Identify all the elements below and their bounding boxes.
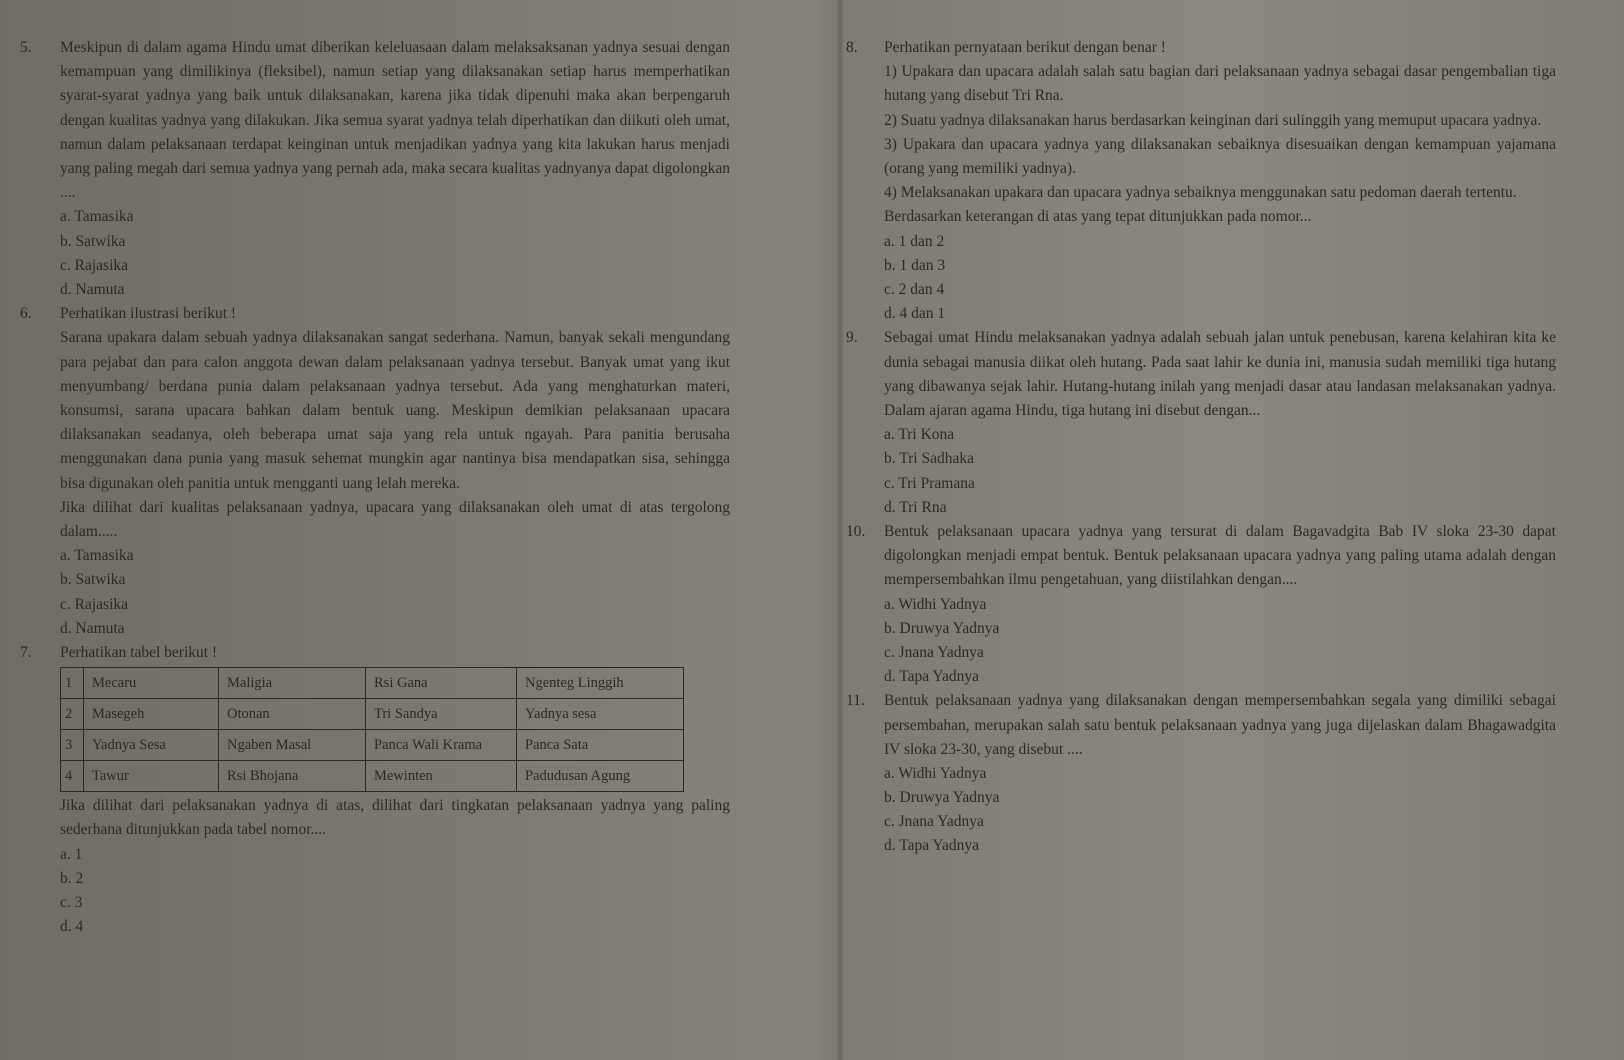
option-a: a. Widhi Yadnya: [884, 764, 987, 782]
question-text: Jika dilihat dari kualitas pelaksanaan yadnya, upacara yang dilaksanakan oleh umat di atas tergolong dalam.....: [60, 498, 730, 540]
question-text: Meskipun di dalam agama Hindu umat diberikan keleluasaan dalam melaksaksanan yadnya sesuai dengan kemampuan yang dimilikinya (fleksibel), namun setiap yang dilaksanakan setiap harus memperhatikan syarat-syarat yadnya yang baik untuk dilaksanakan, karena jika tidak dipenuhi maka akan berpengaruh dengan kualitas yadnya yang dilakukan. Jika semua syarat yadnya telah diperhatikan dan diikuti oleh umat, namun dalam pelaksanaan terdapat keinginan untuk menjadikan yadnya yang kita lakukan harus menjadi yang paling megah dari semua yadnya yang pernah ada, maka secara kualitas yadnyanya dapat digolongkan ....: [60, 39, 730, 202]
question-number: 7.: [20, 643, 32, 661]
table-cell: Panca Sata: [517, 730, 684, 761]
table-cell: Otonan: [219, 699, 366, 730]
question-number: 11.: [846, 692, 865, 710]
option-d: d. 4: [60, 918, 84, 936]
table-cell: Maligia: [219, 668, 366, 699]
option-d: d. Tri Rna: [884, 498, 947, 516]
option-b: b. 1 dan 3: [884, 256, 946, 274]
option-d: d. Tapa Yadnya: [884, 837, 980, 855]
table-cell: Rsi Gana: [366, 668, 517, 699]
option-c: c. 2 dan 4: [884, 281, 945, 298]
statement-3: 3) Upakara dan upacara yadnya yang dilaksanakan sebaiknya disesuaikan dengan kemampuan yajamana (orang yang memiliki yadnya).: [884, 135, 1556, 178]
option-a: a. Tri Kona: [884, 426, 955, 444]
option-c: c. Tri Pramana: [884, 474, 975, 492]
statement-4: 4) Melaksanakan upakara dan upacara yadnya sebaiknya menggunakan satu pedoman daerah tertentu.: [884, 184, 1517, 202]
question-text: Berdasarkan keterangan di atas yang tepat ditunjukkan pada nomor...: [884, 208, 1312, 226]
table-cell: Rsi Bhojana: [219, 761, 366, 792]
option-b: b. 2: [60, 869, 84, 887]
question-intro: Perhatikan pernyataan berikut dengan benar !: [884, 39, 1166, 56]
question-7: [20, 641, 730, 939]
option-b: b. Satwika: [60, 571, 126, 589]
table-cell: Tri Sandya: [366, 699, 517, 730]
table-cell: 4: [61, 761, 84, 792]
options: [884, 762, 1556, 859]
option-b: b. Tri Sadhaka: [884, 450, 974, 468]
question-10: [846, 520, 1556, 689]
question-intro: Perhatikan tabel berikut !: [60, 643, 218, 661]
table-cell: 2: [61, 699, 84, 730]
table-row: [61, 699, 684, 730]
statement-1: 1) Upakara dan upacara adalah salah satu bagian dari pelaksanaan yadnya sebagai dasar pengembalian tiga hutang yang disebut Tri Rna.: [884, 63, 1556, 105]
table-cell: Ngaben Masal: [219, 730, 366, 761]
table-row: [61, 668, 684, 699]
option-c: c. Jnana Yadnya: [884, 643, 984, 661]
option-d: d. Namuta: [60, 280, 125, 298]
question-number: 8.: [846, 39, 858, 56]
table-cell: Yadnya Sesa: [84, 730, 219, 761]
question-8: [846, 36, 1556, 326]
statement-list: [884, 60, 1556, 205]
options: [884, 593, 1556, 690]
options: [60, 205, 730, 302]
statement-2: 2) Suatu yadnya dilaksanakan harus berdasarkan keinginan dari sulinggih yang memuput upacara yadnya.: [884, 111, 1542, 129]
question-9: [846, 326, 1556, 520]
option-a: a. 1 dan 2: [884, 232, 945, 250]
options: [60, 843, 730, 940]
question-text: Sebagai umat Hindu melaksanakan yadnya adalah sebuah jalan untuk penebusan, karena kelahiran kita ke dunia sebagai manusia diikat oleh hutang. Pada saat lahir ke dunia ini, manusia sudah memiliki tiga hutang yang dibawanya sejak lahir. Hutang-hutang inilah yang menjadi dasar atau landasan melaksanakan yadnya. Dalam ajaran agama Hindu, tiga hutang ini disebut dengan...: [884, 329, 1556, 419]
yadnya-table: [60, 667, 684, 792]
option-b: b. Druwya Yadnya: [884, 789, 1000, 807]
question-number: 10.: [846, 522, 866, 540]
illustration-text: Sarana upakara dalam sebuah yadnya dilaksanakan sangat sederhana. Namun, banyak sekali mengundang para pejabat dan para calon anggota dewan dalam pelaksanaan yadnya tersebut. Banyak umat yang ikut menyumbang/ berdana punia dalam pelaksanaan yadnya tersebut. Ada yang menghaturkan materi, konsumsi, sarana upacara bahkan dalam bentuk uang. Meskipun demikian pelaksanaan upacara dilaksanakan seadanya, oleh beberapa umat saja yang rela untuk ngayah. Para panitia berusaha menggunakan dana punia yang masuk sehemat mungkin agar nantinya bisa mendapatkan sisa, sehingga bisa digunakan oleh panitia untuk mengganti uang lelah mereka.: [60, 329, 730, 492]
question-number: 9.: [846, 329, 858, 347]
option-c: c. Rajasika: [60, 256, 129, 274]
table-cell: Padudusan Agung: [517, 761, 684, 792]
table-row: [61, 730, 684, 761]
question-5: [20, 36, 730, 302]
table-row: [61, 761, 684, 792]
options: [884, 423, 1556, 520]
table-cell: Mecaru: [84, 668, 219, 699]
option-d: d. Tapa Yadnya: [884, 668, 980, 686]
question-number: 5.: [20, 39, 32, 56]
table-cell: Yadnya sesa: [517, 699, 684, 730]
question-6: [20, 302, 730, 641]
question-11: [846, 689, 1556, 858]
question-intro: Perhatikan ilustrasi berikut !: [60, 305, 237, 323]
option-d: d. Namuta: [60, 619, 125, 637]
table-cell: Mewinten: [366, 761, 517, 792]
left-column: [20, 36, 730, 939]
table-cell: Tawur: [84, 761, 219, 792]
option-d: d. 4 dan 1: [884, 305, 946, 323]
table-cell: Ngenteg Linggih: [517, 668, 684, 699]
option-b: b. Druwya Yadnya: [884, 619, 1000, 637]
table-cell: Panca Wali Krama: [366, 730, 517, 761]
option-c: c. 3: [60, 893, 83, 911]
option-a: a. 1: [60, 845, 83, 863]
table-cell: 1: [61, 668, 84, 699]
page-fold: [836, 0, 844, 1060]
question-number: 6.: [20, 305, 32, 323]
question-text: Bentuk pelaksanaan yadnya yang dilaksanakan dengan mempersembahkan segala yang dimiliki sebagai persembahan, merupakan salah satu bentuk pelaksanaan yadnya yang juga dijelaskan dalam Bhagawadgita IV sloka 23-30, yang disebut ....: [884, 692, 1556, 758]
table-cell: 3: [61, 730, 84, 761]
question-text: Jika dilihat dari pelaksanakan yadnya di atas, dilihat dari tingkatan pelaksanaan yadnya yang paling sederhana ditunjukkan pada tabel nomor....: [60, 797, 730, 839]
options: [60, 544, 730, 641]
question-text: Bentuk pelaksanaan upacara yadnya yang tersurat di dalam Bagavadgita Bab IV sloka 23-30 dapat digolongkan menjadi empat bentuk. Bentuk pelaksanaan upacara yadnya yang paling utama adalah dengan mempersembahkan ilmu pengetahuan, yang diistilahkan dengan....: [884, 522, 1556, 589]
option-c: c. Rajasika: [60, 595, 129, 613]
option-b: b. Satwika: [60, 232, 126, 250]
option-a: a. Tamasika: [60, 208, 134, 226]
options: [884, 230, 1556, 327]
option-c: c. Jnana Yadnya: [884, 813, 984, 831]
option-a: a. Widhi Yadnya: [884, 595, 987, 613]
table-cell: Masegeh: [84, 699, 219, 730]
right-column: [846, 36, 1556, 859]
option-a: a. Tamasika: [60, 547, 134, 565]
